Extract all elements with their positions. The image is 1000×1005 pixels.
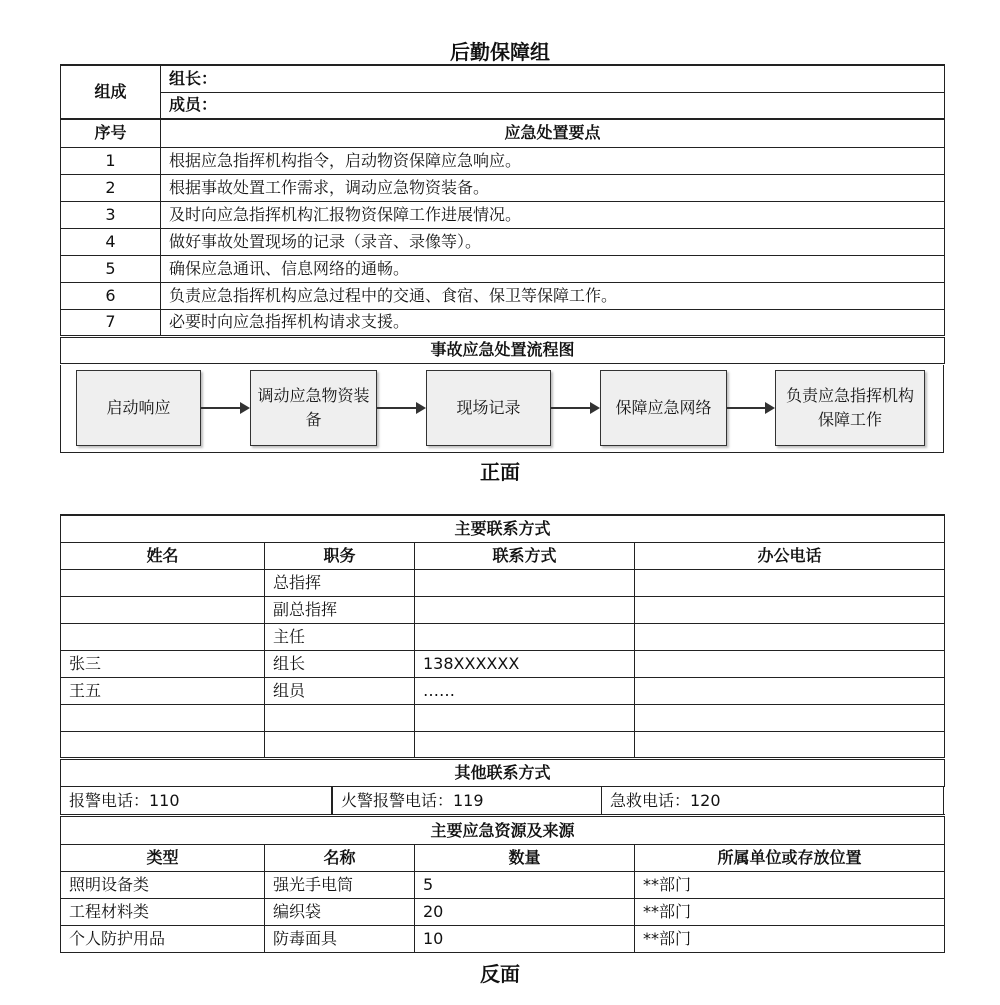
contact-name <box>61 731 265 758</box>
flow-arrow-icon <box>727 407 773 409</box>
column-header: 数量 <box>415 845 635 872</box>
table-row <box>61 926 945 953</box>
column-header: 职务 <box>265 542 415 569</box>
contact-phone <box>415 623 635 650</box>
contact-office-phone <box>635 677 945 704</box>
contact-role <box>265 731 415 758</box>
fire-phone: 火警报警电话：119 <box>341 791 484 810</box>
table-row <box>61 228 945 255</box>
column-header: 类型 <box>61 845 265 872</box>
table-row <box>61 147 945 174</box>
table-row <box>61 677 945 704</box>
resource-type: 照明设备类 <box>61 872 265 899</box>
resource-location: **部门 <box>635 872 945 899</box>
seq-number: 1 <box>61 147 161 174</box>
point-text: 做好事故处置现场的记录（录音、录像等）。 <box>161 228 945 255</box>
contact-phone <box>415 569 635 596</box>
ambulance-phone: 急救电话：120 <box>610 791 721 810</box>
point-text: 必要时向应急指挥机构请求支援。 <box>161 309 945 336</box>
point-text: 及时向应急指挥机构汇报物资保障工作进展情况。 <box>161 201 945 228</box>
contact-office-phone <box>635 704 945 731</box>
table-row <box>61 255 945 282</box>
table-row <box>61 596 945 623</box>
flow-step-ensure-network: 保障应急网络 <box>600 370 727 446</box>
seq-header: 序号 <box>61 119 161 147</box>
table-row <box>61 174 945 201</box>
resources-header-row <box>61 845 945 872</box>
table-row <box>61 201 945 228</box>
seq-number: 5 <box>61 255 161 282</box>
contact-phone <box>415 596 635 623</box>
seq-number: 4 <box>61 228 161 255</box>
police-phone: 报警电话：110 <box>69 791 180 810</box>
contact-office-phone <box>635 731 945 758</box>
points-header: 应急处置要点 <box>161 119 945 147</box>
seq-number: 6 <box>61 282 161 309</box>
seq-number: 2 <box>61 174 161 201</box>
resource-type: 工程材料类 <box>61 899 265 926</box>
contact-role: 副总指挥 <box>265 596 415 623</box>
contact-name <box>61 623 265 650</box>
contacts-table <box>60 514 945 787</box>
resource-location: **部门 <box>635 899 945 926</box>
contact-name: 张三 <box>61 650 265 677</box>
resource-quantity: 20 <box>415 899 635 926</box>
point-text: 负责应急指挥机构应急过程中的交通、食宿、保卫等保障工作。 <box>161 282 945 309</box>
point-text: 确保应急通讯、信息网络的通畅。 <box>161 255 945 282</box>
front-table <box>60 64 945 364</box>
resource-name: 编织袋 <box>265 899 415 926</box>
contact-phone: …… <box>415 677 635 704</box>
resources-title: 主要应急资源及来源 <box>61 816 945 845</box>
flow-title: 事故应急处置流程图 <box>61 336 945 363</box>
table-row <box>61 309 945 336</box>
table-row <box>61 872 945 899</box>
flow-step-support-work: 负责应急指挥机构保障工作 <box>775 370 925 446</box>
flow-step-dispatch-materials: 调动应急物资装备 <box>250 370 377 446</box>
resource-name: 强光手电筒 <box>265 872 415 899</box>
contact-role: 主任 <box>265 623 415 650</box>
front-caption: 正面 <box>480 460 520 484</box>
contact-phone: 138XXXXXX <box>415 650 635 677</box>
contact-phone <box>415 704 635 731</box>
leader-label: 组长： <box>161 65 945 92</box>
flow-chart <box>60 365 944 453</box>
table-row <box>61 623 945 650</box>
contact-name <box>61 704 265 731</box>
column-header: 办公电话 <box>635 542 945 569</box>
flow-step-start-response: 启动响应 <box>76 370 201 446</box>
table-row <box>61 650 945 677</box>
table-row <box>61 282 945 309</box>
contact-office-phone <box>635 623 945 650</box>
other-contacts-title: 其他联系方式 <box>61 758 945 786</box>
composition-label: 组成 <box>61 65 161 119</box>
resource-location: **部门 <box>635 926 945 953</box>
table-row <box>61 569 945 596</box>
table-row <box>61 899 945 926</box>
front-title: 后勤保障组 <box>450 40 550 64</box>
contact-office-phone <box>635 569 945 596</box>
column-header: 联系方式 <box>415 542 635 569</box>
column-header: 姓名 <box>61 542 265 569</box>
contacts-title: 主要联系方式 <box>61 515 945 542</box>
contact-name <box>61 569 265 596</box>
point-text: 根据事故处置工作需求，调动应急物资装备。 <box>161 174 945 201</box>
other-contacts-row <box>60 787 944 814</box>
contact-name: 王五 <box>61 677 265 704</box>
flow-arrow-icon <box>377 407 424 409</box>
point-text: 根据应急指挥机构指令，启动物资保障应急响应。 <box>161 147 945 174</box>
contact-office-phone <box>635 650 945 677</box>
resource-quantity: 5 <box>415 872 635 899</box>
flow-arrow-icon <box>201 407 248 409</box>
resource-type: 个人防护用品 <box>61 926 265 953</box>
resource-name: 防毒面具 <box>265 926 415 953</box>
contact-role <box>265 704 415 731</box>
table-row <box>61 731 945 758</box>
member-label: 成员： <box>161 92 945 119</box>
contact-phone <box>415 731 635 758</box>
contact-role: 组长 <box>265 650 415 677</box>
contact-role: 组员 <box>265 677 415 704</box>
column-header: 所属单位或存放位置 <box>635 845 945 872</box>
contacts-header-row <box>61 542 945 569</box>
seq-number: 7 <box>61 309 161 336</box>
contact-role: 总指挥 <box>265 569 415 596</box>
resources-table <box>60 814 945 953</box>
column-header: 名称 <box>265 845 415 872</box>
flow-arrow-icon <box>551 407 598 409</box>
flow-step-site-record: 现场记录 <box>426 370 551 446</box>
contact-office-phone <box>635 596 945 623</box>
contact-name <box>61 596 265 623</box>
seq-number: 3 <box>61 201 161 228</box>
back-caption: 反面 <box>480 962 520 986</box>
table-row <box>61 704 945 731</box>
resource-quantity: 10 <box>415 926 635 953</box>
